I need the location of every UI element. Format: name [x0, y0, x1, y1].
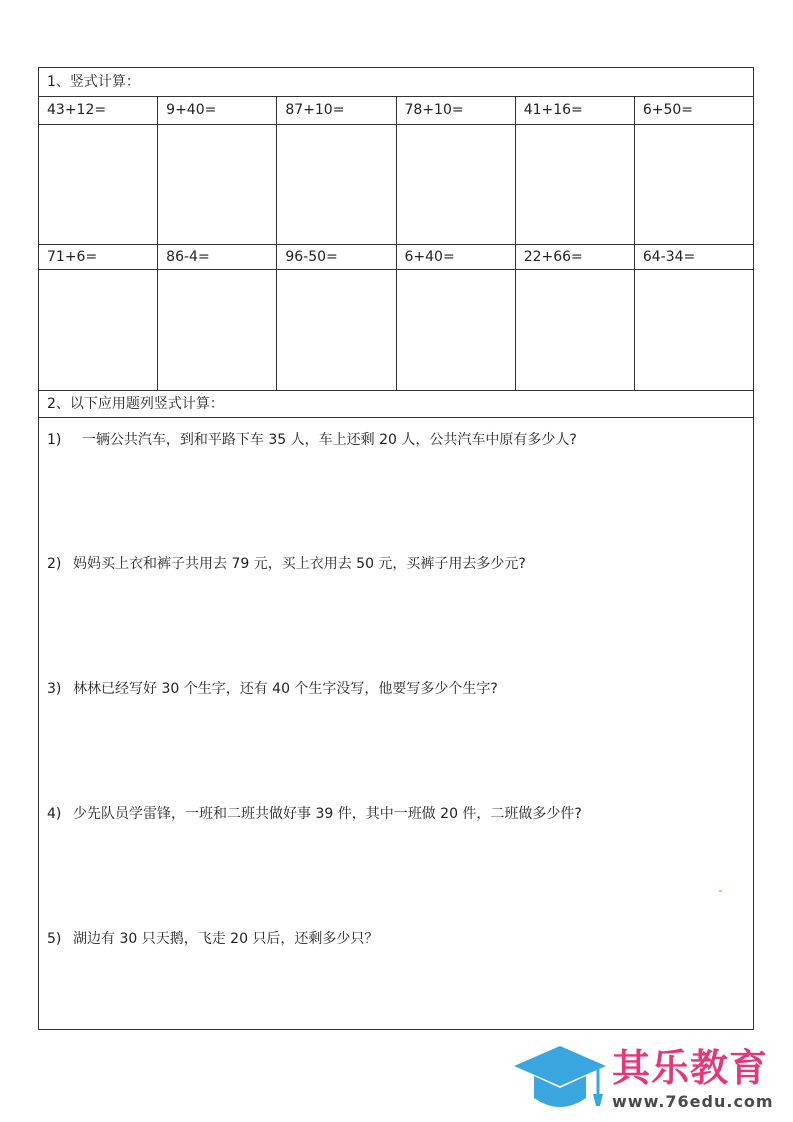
work-box[interactable] — [39, 125, 158, 244]
problem-number: 4) — [47, 806, 62, 822]
work-box[interactable] — [397, 125, 516, 244]
word-problem-1 — [47, 430, 577, 450]
problem-text: 妈妈买上衣和裤子共用去 79 元，买上衣用去 50 元，买裤子用去多少元? — [73, 556, 526, 572]
work-box[interactable] — [39, 270, 158, 390]
brand-name: 其乐教育 — [612, 1046, 769, 1090]
brand-logo — [510, 1040, 790, 1118]
work-box[interactable] — [277, 125, 396, 244]
word-problem-3 — [47, 679, 498, 699]
work-box[interactable] — [158, 270, 277, 390]
work-box[interactable] — [158, 125, 277, 244]
problem-text: 湖边有 30 只天鹅，飞走 20 只后，还剩多少只？ — [73, 931, 379, 947]
calc-problem-1: 43+12= — [39, 97, 158, 124]
calc-problem-11: 22+66= — [516, 245, 635, 269]
calc-row-1-labels — [39, 97, 753, 125]
word-problem-5 — [47, 929, 378, 949]
graduation-cap-icon — [510, 1042, 610, 1118]
work-box[interactable] — [516, 270, 635, 390]
calc-problem-7: 71+6= — [39, 245, 158, 269]
calc-problem-8: 86-4= — [158, 245, 277, 269]
calc-row-1-work-area — [39, 125, 753, 245]
problem-text: 少先队员学雷锋，一班和二班共做好事 39 件，其中一班做 20 件，二班做多少件? — [73, 806, 582, 822]
problem-text: 林林已经写好 30 个生字，还有 40 个生字没写，他要写多少个生字? — [73, 681, 498, 697]
work-box[interactable] — [397, 270, 516, 390]
section-1-title: 1、竖式计算： — [39, 68, 753, 97]
calc-problem-5: 41+16= — [516, 97, 635, 124]
calc-problem-6: 6+50= — [642, 102, 694, 118]
work-box[interactable] — [635, 125, 753, 244]
calc-problem-3: 87+10= — [277, 97, 396, 124]
calc-row-2-work-area — [39, 270, 753, 391]
calc-problem-12: 64-34= — [642, 249, 696, 265]
calc-problem-10: 6+40= — [397, 245, 516, 269]
calc-row-2-labels — [39, 245, 753, 270]
work-box[interactable] — [516, 125, 635, 244]
word-problem-4 — [47, 804, 582, 824]
problem-text: 一辆公共汽车，到和平路下车 35 人，车上还剩 20 人，公共汽车中原有多少人? — [73, 432, 577, 448]
brand-url: www.76edu.com — [612, 1092, 774, 1111]
word-problem-2 — [47, 554, 526, 574]
problem-number: 1) — [47, 432, 62, 448]
calc-problem-9: 96-50= — [277, 245, 396, 269]
section-2-title: 2、以下应用题列竖式计算： — [39, 391, 753, 418]
problem-number: 2) — [47, 556, 62, 572]
calc-problem-2: 9+40= — [158, 97, 277, 124]
work-box[interactable] — [277, 270, 396, 390]
calc-problem-4: 78+10= — [397, 97, 516, 124]
ink-speck — [719, 890, 722, 892]
problem-number: 3) — [47, 681, 62, 697]
problem-number: 5) — [47, 931, 62, 947]
worksheet — [38, 67, 754, 1030]
work-box[interactable] — [635, 270, 753, 390]
